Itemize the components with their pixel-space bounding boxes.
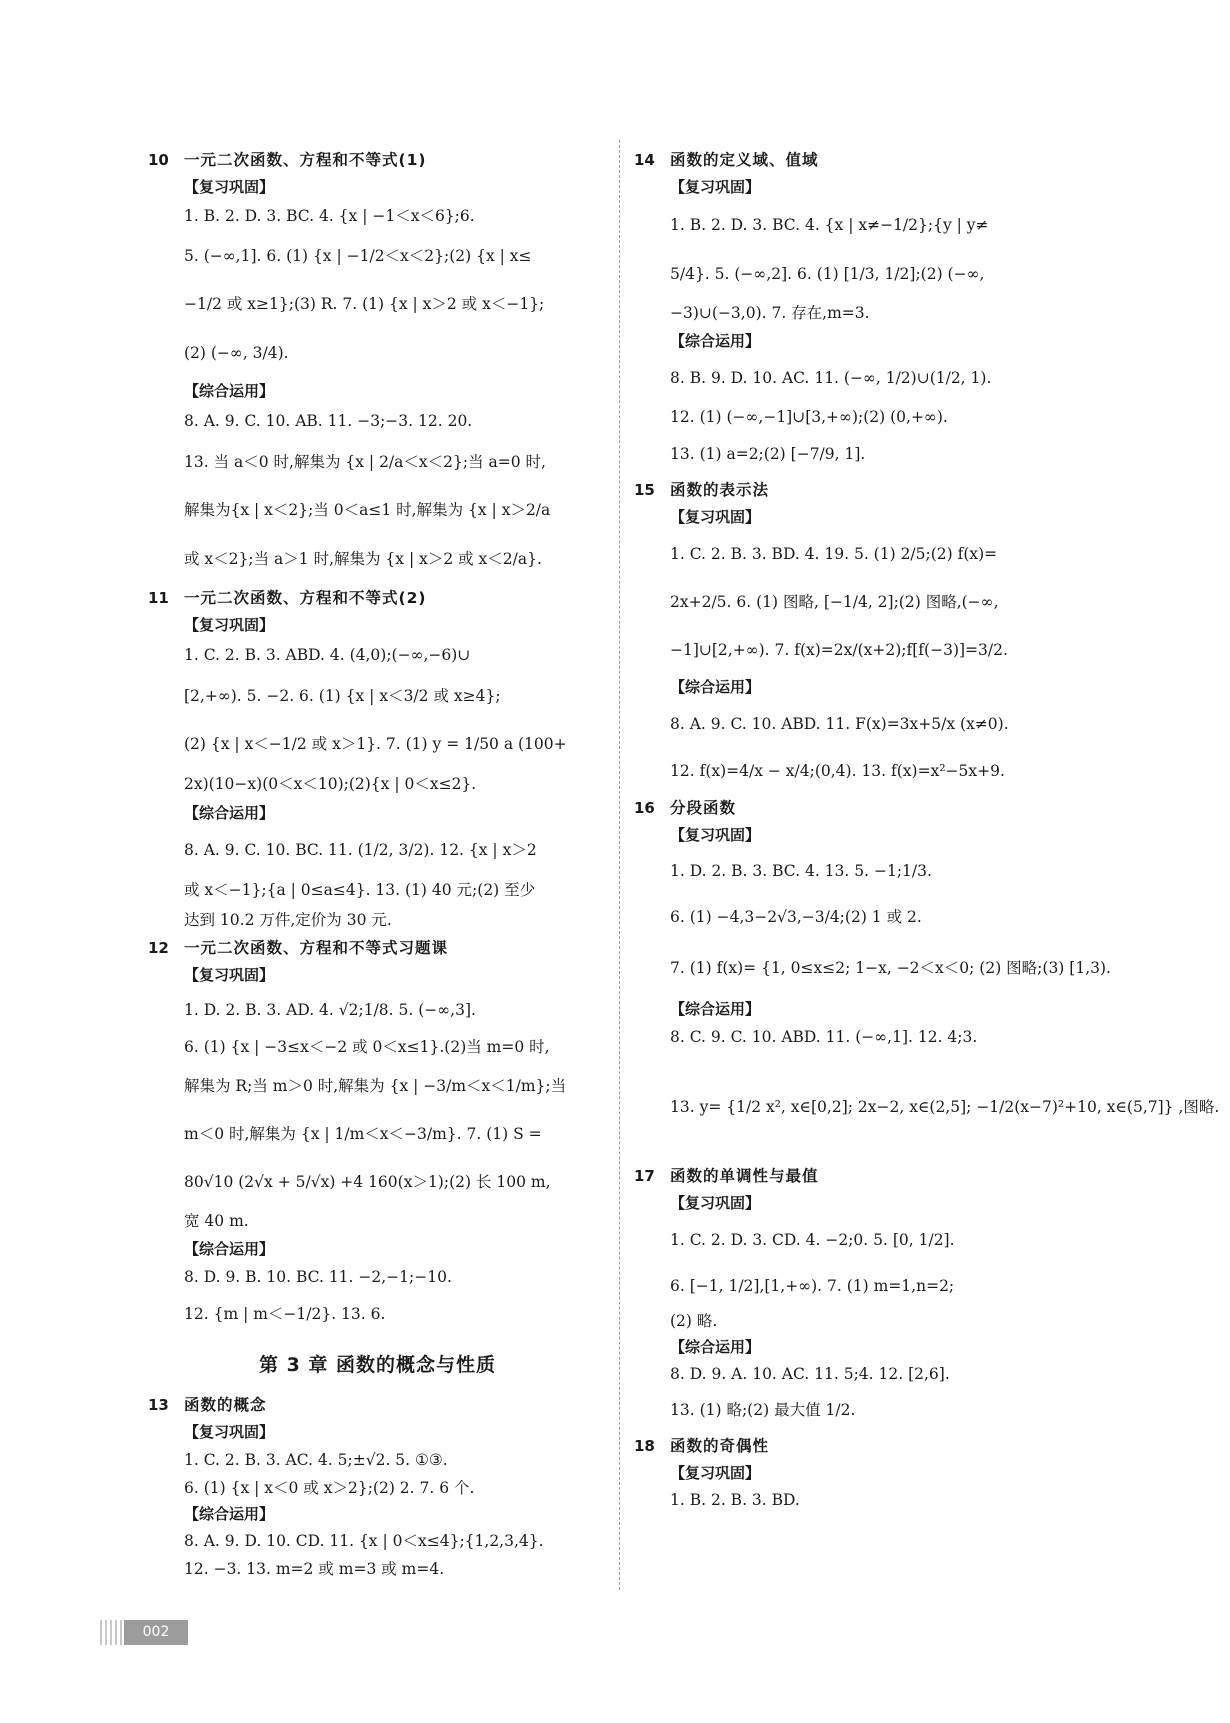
subsection-label: 【综合运用】 — [184, 1505, 275, 1523]
section-number: 17 — [634, 1167, 655, 1185]
answer-line: 1. D. 2. B. 3. BC. 4. 13. 5. −1;1/3. — [670, 862, 932, 880]
answer-line: m＜0 时,解集为 {x | 1/m＜x＜−3/m}. 7. (1) S = — [184, 1125, 542, 1143]
answer-line: 1. C. 2. D. 3. CD. 4. −2;0. 5. [0, 1/2]. — [670, 1231, 955, 1249]
subsection-label: 【复习巩固】 — [670, 178, 761, 196]
section-title: 函数的定义域、值域 — [670, 151, 819, 169]
answer-line: 6. [−1, 1/2],[1,+∞). 7. (1) m=1,n=2; — [670, 1277, 955, 1295]
answer-line: 解集为{x | x＜2};当 0＜a≤1 时,解集为 {x | x＞2/a — [184, 501, 551, 519]
answer-line: 80√10 (2√x + 5/√x) +4 160(x＞1);(2) 长 100 m, — [184, 1173, 551, 1191]
right-column — [634, 146, 1220, 1514]
answer-line: 8. A. 9. C. 10. AB. 11. −3;−3. 12. 20. — [184, 412, 473, 430]
answer-line: 8. A. 9. D. 10. CD. 11. {x | 0＜x≤4};{1,2,3,4}. — [184, 1532, 544, 1550]
section-title: 函数的奇偶性 — [670, 1437, 770, 1455]
answer-line: −1]∪[2,+∞). 7. f(x)=2x/(x+2);f[f(−3)]=3/2. — [670, 641, 1008, 659]
section-number: 12 — [148, 939, 169, 957]
section-title: 一元二次函数、方程和不等式(1) — [184, 151, 427, 169]
answer-line: 2x)(10−x)(0＜x＜10);(2){x | 0＜x≤2}. — [184, 775, 477, 793]
subsection-label: 【复习巩固】 — [184, 1423, 275, 1441]
subsection-label: 【复习巩固】 — [184, 966, 275, 984]
subsection-label: 【复习巩固】 — [670, 1194, 761, 1212]
subsection-label: 【复习巩固】 — [670, 508, 761, 526]
section-number: 15 — [634, 481, 655, 499]
answer-line: 1. B. 2. D. 3. BC. 4. {x | x≠−1/2};{y | y≠ — [670, 216, 989, 234]
answer-line: [2,+∞). 5. −2. 6. (1) {x | x＜3/2 或 x≥4}; — [184, 687, 501, 705]
subsection-label: 【复习巩固】 — [670, 826, 761, 844]
answer-line: 1. C. 2. B. 3. AC. 4. 5;±√2. 5. ①③. — [184, 1451, 448, 1469]
answer-line: 5. (−∞,1]. 6. (1) {x | −1/2＜x＜2};(2) {x | x≤ — [184, 247, 532, 265]
answer-line: 12. f(x)=4/x − x/4;(0,4). 13. f(x)=x²−5x+9. — [670, 762, 1005, 780]
answer-line: (2) (−∞, 3/4). — [184, 344, 289, 362]
answer-line: 达到 10.2 万件,定价为 30 元. — [184, 911, 392, 929]
answer-line: 12. −3. 13. m=2 或 m=3 或 m=4. — [184, 1560, 445, 1578]
answer-line: (2) {x | x＜−1/2 或 x＞1}. 7. (1) y = 1/50 a (100+ — [184, 735, 567, 753]
answer-line: (2) 略. — [670, 1312, 718, 1330]
section-number: 10 — [148, 151, 169, 169]
answer-line: 13. 当 a＜0 时,解集为 {x | 2/a＜x＜2};当 a=0 时, — [184, 453, 546, 471]
answer-line: 8. A. 9. C. 10. BC. 11. (1/2, 3/2). 12. {x | x＞2 — [184, 841, 537, 859]
section-title: 一元二次函数、方程和不等式(2) — [184, 589, 427, 607]
answer-line: 或 x＜2};当 a＞1 时,解集为 {x | x＞2 或 x＜2/a}. — [184, 550, 542, 568]
section-number: 16 — [634, 799, 655, 817]
answer-line: 7. (1) f(x)= {1, 0≤x≤2; 1−x, −2＜x＜0; (2) 图略;(3) [1,3). — [670, 959, 1111, 977]
section-heading — [636, 1432, 1096, 1460]
page-number: 002 — [124, 1620, 188, 1645]
answer-line: −1/2 或 x≥1};(3) R. 7. (1) {x | x＞2 或 x＜−1}; — [184, 295, 545, 313]
section-title: 函数的表示法 — [670, 481, 770, 499]
section-heading — [636, 1162, 1096, 1190]
section-heading — [636, 146, 1096, 174]
answer-line: 1. D. 2. B. 3. AD. 4. √2;1/8. 5. (−∞,3]. — [184, 1001, 476, 1019]
answer-line: 解集为 R;当 m＞0 时,解集为 {x | −3/m＜x＜1/m};当 — [184, 1077, 567, 1095]
subsection-label: 【复习巩固】 — [184, 178, 275, 196]
subsection-label: 【综合运用】 — [670, 332, 761, 350]
answer-line: 12. {m | m＜−1/2}. 13. 6. — [184, 1305, 386, 1323]
answer-line: −3)∪(−3,0). 7. 存在,m=3. — [670, 304, 870, 322]
subsection-label: 【综合运用】 — [670, 1338, 761, 1356]
section-title: 一元二次函数、方程和不等式习题课 — [184, 939, 449, 957]
subsection-label: 【综合运用】 — [184, 804, 275, 822]
left-column — [150, 146, 605, 1583]
subsection-label: 【复习巩固】 — [670, 1464, 761, 1482]
column-divider — [619, 140, 620, 1590]
section-title: 函数的概念 — [184, 1396, 267, 1414]
section-number: 13 — [148, 1396, 169, 1414]
subsection-label: 【综合运用】 — [670, 678, 761, 696]
section-heading — [150, 584, 605, 612]
answer-line: 8. B. 9. D. 10. AC. 11. (−∞, 1/2)∪(1/2, 1). — [670, 369, 992, 387]
answer-line: 或 x＜−1};{a | 0≤a≤4}. 13. (1) 40 元;(2) 至少 — [184, 881, 536, 899]
subsection-label: 【综合运用】 — [670, 1000, 761, 1018]
answer-line: 8. C. 9. C. 10. ABD. 11. (−∞,1]. 12. 4;3. — [670, 1028, 978, 1046]
answer-line: 宽 40 m. — [184, 1212, 249, 1230]
answer-line: 8. A. 9. C. 10. ABD. 11. F(x)=3x+5/x (x≠0). — [670, 715, 1009, 733]
answer-line: 1. C. 2. B. 3. ABD. 4. (4,0);(−∞,−6)∪ — [184, 646, 471, 664]
section-heading — [150, 1391, 605, 1419]
section-heading — [636, 794, 1096, 822]
section-heading — [636, 476, 1096, 504]
section-title: 分段函数 — [670, 799, 737, 817]
answer-line: 6. (1) {x | −3≤x＜−2 或 0＜x≤1}.(2)当 m=0 时, — [184, 1038, 550, 1056]
subsection-label: 【综合运用】 — [184, 1240, 275, 1258]
answer-line: 6. (1) {x | x＜0 或 x＞2};(2) 2. 7. 6 个. — [184, 1479, 475, 1497]
subsection-label: 【综合运用】 — [184, 382, 275, 400]
answer-line: 5/4}. 5. (−∞,2]. 6. (1) [1/3, 1/2];(2) (−∞, — [670, 265, 985, 283]
answer-line: 8. D. 9. B. 10. BC. 11. −2,−1;−10. — [184, 1268, 452, 1286]
chapter-heading: 第 3 章 函数的概念与性质 — [258, 1354, 497, 1376]
answer-line: 13. (1) a=2;(2) [−7/9, 1]. — [670, 445, 866, 463]
answer-line: 1. B. 2. B. 3. BD. — [670, 1491, 800, 1509]
section-number: 14 — [634, 151, 655, 169]
answer-line: 8. D. 9. A. 10. AC. 11. 5;4. 12. [2,6]. — [670, 1365, 950, 1383]
subsection-label: 【复习巩固】 — [184, 616, 275, 634]
answer-line: 13. y= {1/2 x², x∈[0,2]; 2x−2, x∈(2,5]; −1/2(x−7)²+10, x∈(5,7]} ,图略. — [670, 1098, 1220, 1116]
section-heading — [150, 934, 605, 962]
answer-line: 1. B. 2. D. 3. BC. 4. {x | −1＜x＜6};6. — [184, 207, 475, 225]
answer-line: 12. (1) (−∞,−1]∪[3,+∞);(2) (0,+∞). — [670, 408, 948, 426]
section-number: 18 — [634, 1437, 655, 1455]
section-title: 函数的单调性与最值 — [670, 1167, 819, 1185]
section-number: 11 — [148, 589, 169, 607]
answer-line: 6. (1) −4,3−2√3,−3/4;(2) 1 或 2. — [670, 908, 922, 926]
section-heading — [150, 146, 605, 174]
answer-line: 1. C. 2. B. 3. BD. 4. 19. 5. (1) 2/5;(2) f(x)= — [670, 545, 998, 563]
answer-line: 13. (1) 略;(2) 最大值 1/2. — [670, 1401, 856, 1419]
answer-line: 2x+2/5. 6. (1) 图略, [−1/4, 2];(2) 图略,(−∞, — [670, 593, 999, 611]
